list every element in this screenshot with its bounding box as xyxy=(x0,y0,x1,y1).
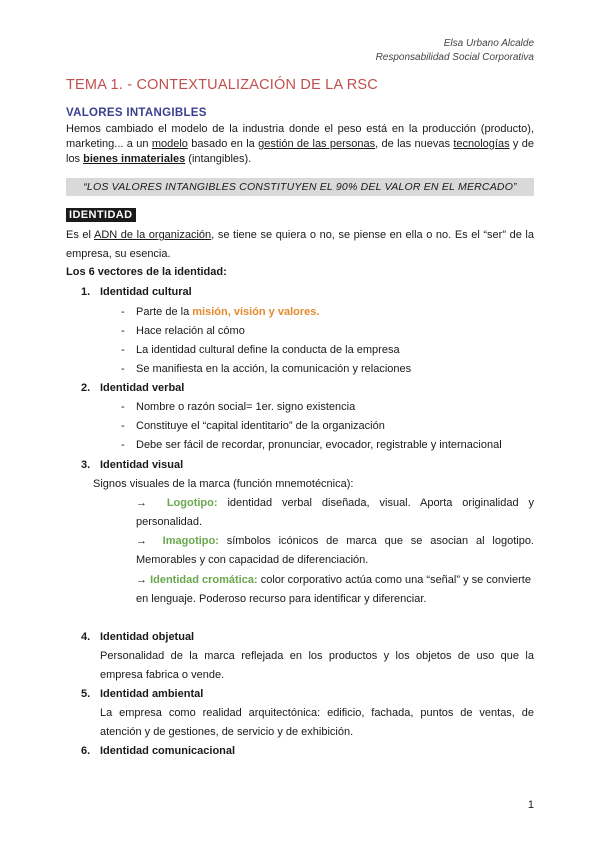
item-4-number: 4. xyxy=(81,631,91,643)
bullet-dash: - xyxy=(121,325,125,337)
valores-line-3: los bienes inmateriales (intangibles). xyxy=(66,153,252,165)
imagotipo-label: Imagotipo: xyxy=(162,535,219,547)
item-1-bullet-1: Parte de la misión, visión y valores. xyxy=(136,306,320,318)
item-1-bullet-2: Hace relación al cómo xyxy=(136,325,245,337)
item-4-text-2: empresa fabrica o vende. xyxy=(100,669,225,681)
logotipo-label: Logotipo: xyxy=(166,497,218,509)
logotipo-line-1: → Logotipo: identidad verbal diseñada, visual. Aporta originalidad y xyxy=(136,497,534,509)
page-number: 1 xyxy=(527,799,534,811)
bullet-dash: - xyxy=(121,306,125,318)
valores-line-2: marketing... a un modelo basado en la gestión de las personas, de las nuevas tecnologías y de xyxy=(66,138,534,150)
vectors-heading: Los 6 vectores de la identidad: xyxy=(66,266,227,278)
item-2-bullet-3: Debe ser fácil de recordar, pronunciar, evocador, registrable y internacional xyxy=(136,439,502,451)
item-1-bullet-4: Se manifiesta en la acción, la comunicación y relaciones xyxy=(136,363,412,375)
valores-line-1: Hemos cambiado el modelo de la industria donde el peso está en la producción (producto), xyxy=(66,123,534,135)
item-6-number: 6. xyxy=(81,745,91,757)
identidad-tag: IDENTIDAD xyxy=(66,208,136,222)
arrow-right-icon: → xyxy=(136,574,147,586)
item-3-intro: Signos visuales de la marca (función mnemotécnica): xyxy=(93,478,354,490)
item-1-title: Identidad cultural xyxy=(100,286,192,298)
item-2-bullet-2: Constituye el “capital identitario” de la organización xyxy=(136,420,385,432)
item-5-text-1: La empresa como realidad arquitectónica: edificio, fachada, puntos de ventas, de xyxy=(100,707,534,719)
bullet-dash: - xyxy=(121,439,125,451)
arrow-right-icon: → xyxy=(136,497,147,509)
section-heading-valores: VALORES INTANGIBLES xyxy=(66,107,207,119)
mision-vision-valores: misión, visión y valores. xyxy=(192,306,320,318)
bullet-dash: - xyxy=(121,363,125,375)
cromatica-label: Identidad cromática: xyxy=(150,574,258,586)
quote-text: “LOS VALORES INTANGIBLES CONSTITUYEN EL 90% DEL VALOR EN EL MERCADO” xyxy=(83,181,517,193)
adn-organizacion: ADN de la organización xyxy=(93,229,212,241)
logotipo-line-2: personalidad. xyxy=(136,516,203,528)
imagotipo-line-2: Memorables y con capacidad de diferenciación. xyxy=(136,554,369,566)
item-6-title: Identidad comunicacional xyxy=(100,745,236,757)
link-tecnologias: tecnologías xyxy=(453,138,510,150)
item-3-title: Identidad visual xyxy=(100,459,184,471)
identidad-line-2: empresa, su esencia. xyxy=(66,248,171,260)
link-modelo: modelo xyxy=(151,138,188,150)
bullet-dash: - xyxy=(121,420,125,432)
imagotipo-line-1: → Imagotipo: símbolos icónicos de marca que se asocian al logotipo. xyxy=(136,535,534,547)
item-2-bullet-1: Nombre o razón social= 1er. signo existencia xyxy=(136,401,356,413)
arrow-right-icon: → xyxy=(136,535,147,547)
item-1-bullet-3: La identidad cultural define la conducta de la empresa xyxy=(136,344,400,356)
bullet-dash: - xyxy=(121,401,125,413)
item-1-number: 1. xyxy=(81,286,91,298)
item-4-title: Identidad objetual xyxy=(100,631,195,643)
item-2-title: Identidad verbal xyxy=(100,382,185,394)
header-subject: Responsabilidad Social Corporativa xyxy=(375,52,534,63)
item-4-text-1: Personalidad de la marca reflejada en los productos y los objetos de uso que la xyxy=(100,650,534,662)
bienes-inmateriales: bienes inmateriales xyxy=(83,153,186,165)
item-5-title: Identidad ambiental xyxy=(100,688,204,700)
cromatica-line-1: → Identidad cromática: color corporativo actúa como una “señal” y se convierte xyxy=(136,574,531,586)
item-5-text-2: atención y de gestiones, de servicio y de exhibición. xyxy=(100,726,354,738)
cromatica-line-2: en lenguaje. Poderoso recurso para identificar y diferenciar. xyxy=(136,593,427,605)
bullet-dash: - xyxy=(121,344,125,356)
identidad-line-1: Es el ADN de la organización, se tiene se quiera o no, se piense en ella o no. Es el “ser” de la xyxy=(66,229,534,241)
item-2-number: 2. xyxy=(81,382,91,394)
item-3-number: 3. xyxy=(81,459,91,471)
link-gestion-personas: gestión de las personas xyxy=(258,138,376,150)
header-author: Elsa Urbano Alcalde xyxy=(443,38,534,49)
page-title: TEMA 1. - CONTEXTUALIZACIÓN DE LA RSC xyxy=(66,77,378,93)
item-5-number: 5. xyxy=(81,688,91,700)
